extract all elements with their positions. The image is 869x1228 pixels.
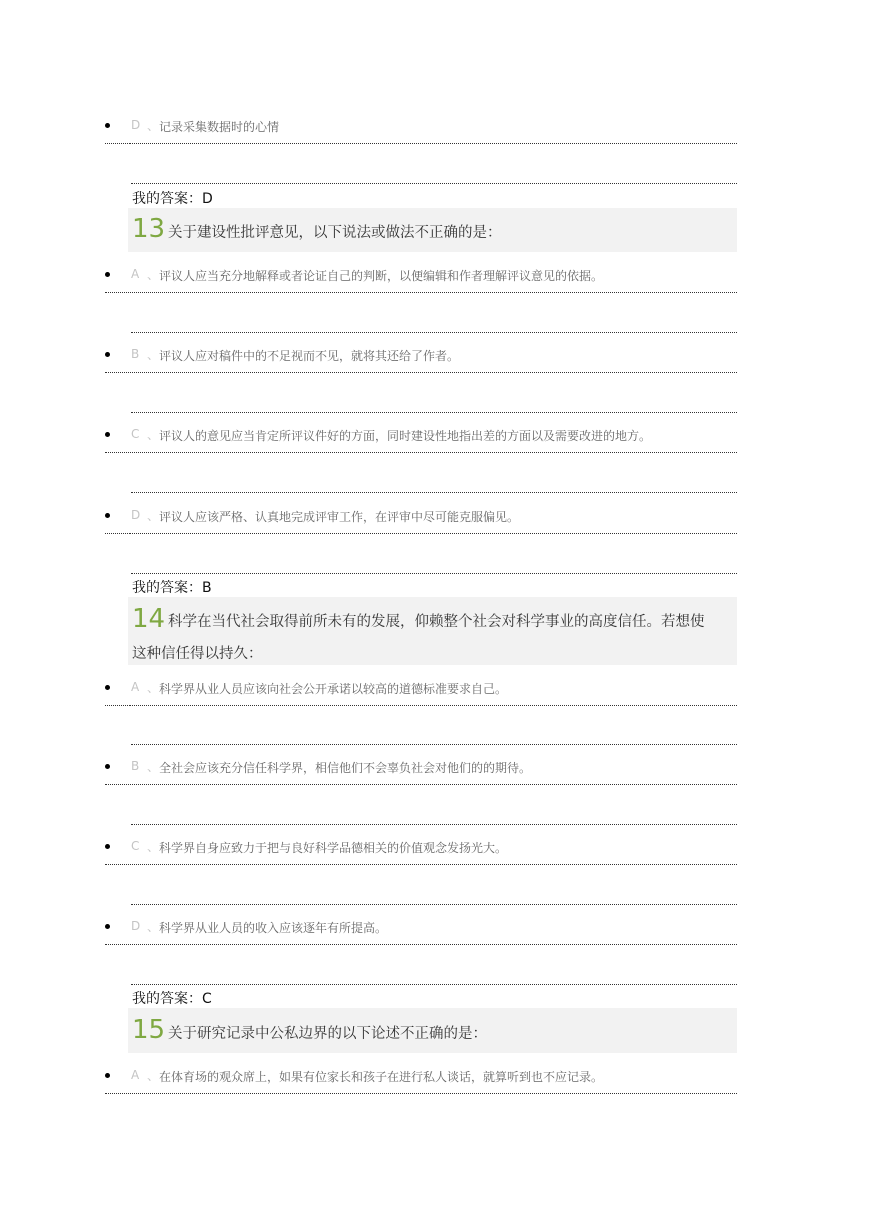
question-number: 14 [132, 604, 166, 634]
bullet [105, 123, 110, 128]
answer-value: C [202, 991, 212, 1007]
option-separator: 、 [147, 920, 160, 934]
answer-label: 我的答案： [132, 580, 202, 596]
option-text: 在体育场的观众席上，如果有位家长和孩子在进行私人谈话，就算听到也不应记录。 [159, 1070, 604, 1084]
divider [130, 705, 737, 706]
option-separator: 、 [147, 348, 160, 362]
bullet [105, 844, 110, 849]
option-text: 科学界自身应致力于把与良好科学品德相关的价值观念发扬光大。 [159, 841, 508, 855]
option-q14-c[interactable] [105, 831, 737, 865]
option-text: 评议人应该严格、认真地完成评审工作，在评审中尽可能克服偏见。 [159, 510, 520, 524]
option-letter: D [131, 919, 141, 933]
bullet [105, 513, 110, 518]
answer-q13 [132, 577, 212, 597]
question-text: 关于研究记录中公私边界的以下论述不正确的是： [168, 1026, 487, 1042]
option-letter: A [131, 1068, 140, 1082]
divider [105, 143, 130, 144]
divider [131, 332, 737, 333]
bullet [105, 432, 110, 437]
answer-label: 我的答案： [132, 991, 202, 1007]
answer-value: D [202, 191, 213, 207]
option-q15-a[interactable] [105, 1060, 737, 1094]
divider [131, 904, 737, 905]
option-text: 科学界从业人员的收入应该逐年有所提高。 [159, 921, 388, 935]
option-text: 科学界从业人员应该向社会公开承诺以较高的道德标准要求自己。 [159, 682, 508, 696]
divider [131, 824, 737, 825]
divider [105, 705, 130, 706]
divider [131, 412, 737, 413]
option-q13-b[interactable] [105, 339, 737, 373]
bullet [105, 352, 110, 357]
option-separator: 、 [147, 509, 160, 523]
option-separator: 、 [147, 119, 160, 133]
divider [105, 784, 737, 785]
answer-q14 [132, 988, 212, 1008]
option-q14-d[interactable] [105, 911, 737, 945]
option-text: 评议人应当充分地解释或者论证自己的判断，以便编辑和作者理解评议意见的依据。 [159, 269, 604, 283]
option-separator: 、 [147, 840, 160, 854]
option-text: 评议人的意见应当肯定所评议件好的方面，同时建设性地指出差的方面以及需要改进的地方。 [159, 429, 652, 443]
option-q13-a[interactable] [105, 259, 737, 293]
divider [105, 292, 737, 293]
option-separator: 、 [147, 428, 160, 442]
option-q14-b[interactable] [105, 751, 737, 785]
option-text: 评议人应对稿件中的不足视而不见，就将其还给了作者。 [159, 349, 460, 363]
divider [105, 533, 130, 534]
question-text: 关于建设性批评意见，以下说法或做法不正确的是： [168, 225, 502, 241]
answer-value: B [202, 580, 212, 596]
option-separator: 、 [147, 268, 160, 282]
divider [105, 372, 737, 373]
option-q13-d[interactable] [105, 500, 737, 534]
bullet [105, 924, 110, 929]
option-q12-d[interactable] [105, 110, 737, 144]
divider [105, 1093, 737, 1094]
divider [130, 533, 737, 534]
question-text-line1: 科学在当代社会取得前所未有的发展，仰赖整个社会对科学事业的高度信任。若想使 [168, 614, 705, 630]
divider [131, 984, 737, 985]
option-letter: C [131, 839, 140, 853]
option-letter: B [131, 759, 140, 773]
question-number: 15 [132, 1015, 166, 1045]
question-number: 13 [132, 214, 166, 244]
option-text: 记录采集数据时的心情 [159, 120, 280, 134]
option-q13-c[interactable] [105, 419, 737, 453]
bullet [105, 1073, 110, 1078]
option-letter: C [131, 427, 140, 441]
bullet [105, 272, 110, 277]
question-q15 [128, 1008, 737, 1053]
option-q14-a[interactable] [105, 672, 737, 706]
divider [131, 573, 737, 574]
option-separator: 、 [147, 1069, 160, 1083]
divider [105, 944, 737, 945]
bullet [105, 764, 110, 769]
option-letter: A [131, 680, 140, 694]
divider [131, 744, 737, 745]
option-separator: 、 [147, 760, 160, 774]
option-letter: B [131, 347, 140, 361]
divider [130, 143, 737, 144]
option-text: 全社会应该充分信任科学界，相信他们不会辜负社会对他们的的期待。 [159, 761, 532, 775]
divider [105, 864, 737, 865]
question-text-line2: 这种信任得以持久： [132, 646, 263, 662]
option-letter: D [131, 118, 141, 132]
divider [105, 452, 737, 453]
option-letter: D [131, 508, 141, 522]
answer-q12 [132, 188, 213, 208]
divider [131, 492, 737, 493]
option-separator: 、 [147, 681, 160, 695]
bullet [105, 685, 110, 690]
question-q13 [128, 208, 737, 252]
question-q14 [128, 597, 737, 665]
answer-label: 我的答案： [132, 191, 202, 207]
option-letter: A [131, 267, 140, 281]
divider [131, 183, 737, 184]
